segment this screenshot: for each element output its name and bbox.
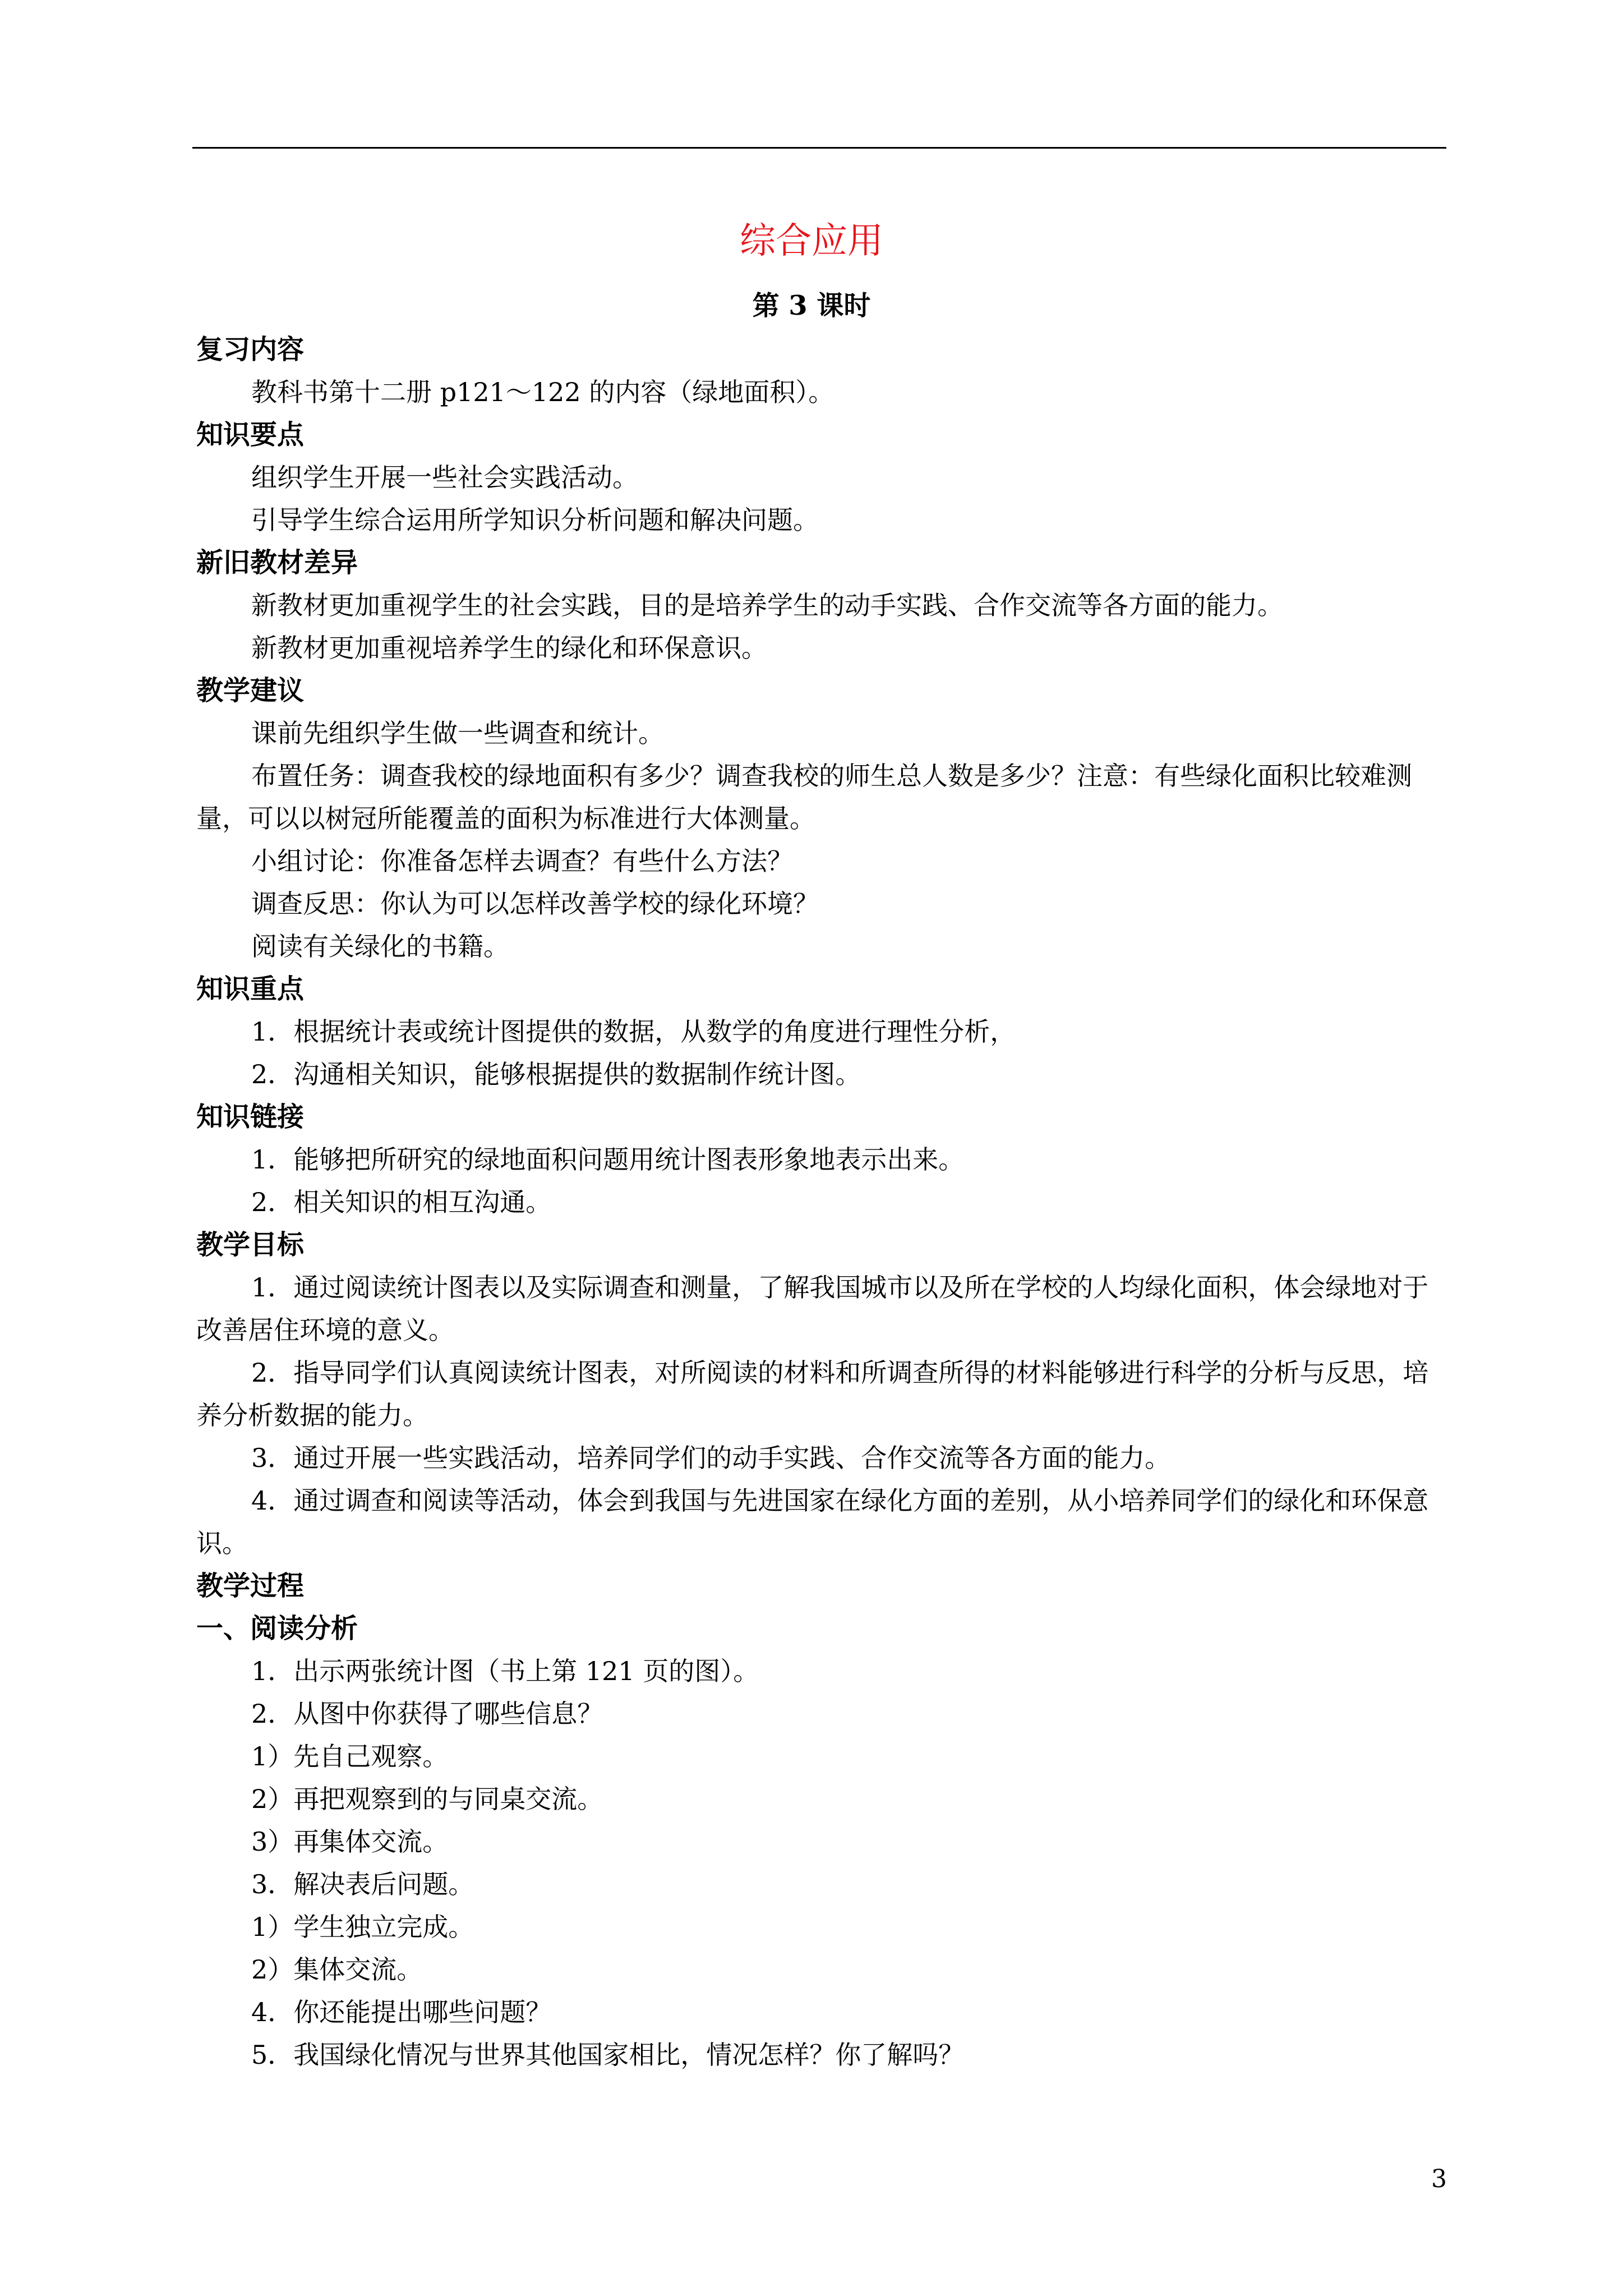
paragraph: 2．相关知识的相互沟通。 xyxy=(251,1187,552,1217)
document-body xyxy=(196,328,1444,2076)
section-heading: 教学建议 xyxy=(196,675,305,706)
paragraph: 3．解决表后问题。 xyxy=(251,1869,474,1899)
paragraph: 阅读有关绿化的书籍。 xyxy=(251,931,509,961)
paragraph: 调查反思：你认为可以怎样改善学校的绿化环境？ xyxy=(251,889,819,919)
lesson-subtitle: 第 3 课时 xyxy=(752,290,871,321)
paragraph: 1．出示两张统计图（书上第 121 页的图）。 xyxy=(251,1656,759,1686)
paragraph: 新教材更加重视学生的社会实践，目的是培养学生的动手实践、合作交流等各方面的能力。 xyxy=(251,590,1283,620)
section-heading: 新旧教材差异 xyxy=(196,547,358,578)
paragraph: 2）集体交流。 xyxy=(251,1954,423,1985)
paragraph: 1）学生独立完成。 xyxy=(251,1912,474,1942)
paragraph: 小组讨论：你准备怎样去调查？有些什么方法？ xyxy=(251,846,793,876)
paragraph: 2．沟通相关知识，能够根据提供的数据制作统计图。 xyxy=(251,1059,861,1089)
section-heading: 复习内容 xyxy=(196,334,305,365)
paragraph: 3）再集体交流。 xyxy=(251,1826,449,1857)
section-heading: 教学过程 xyxy=(196,1570,305,1602)
paragraph: 新教材更加重视培养学生的绿化和环保意识。 xyxy=(251,633,767,663)
section-heading: 知识要点 xyxy=(196,419,305,450)
paragraph: 2．从图中你获得了哪些信息？ xyxy=(251,1699,603,1729)
paragraph: 2）再把观察到的与同桌交流。 xyxy=(251,1784,603,1814)
paragraph: 3．通过开展一些实践活动，培养同学们的动手实践、合作交流等各方面的能力。 xyxy=(251,1443,1171,1473)
paragraph: 布置任务：调查我校的绿地面积有多少？调查我校的师生总人数是多少？注意：有些绿化面积比较难测量，可以以树冠所能覆盖的面积为标准进行大体测量。 xyxy=(196,761,1412,834)
page-number: 3 xyxy=(1431,2165,1447,2193)
paragraph: 1．通过阅读统计图表以及实际调查和测量，了解我国城市以及所在学校的人均绿化面积，体会绿地对于改善居住环境的意义。 xyxy=(196,1272,1429,1345)
paragraph: 引导学生综合运用所学知识分析问题和解决问题。 xyxy=(251,505,819,535)
paragraph: 4．你还能提出哪些问题？ xyxy=(251,1997,552,2027)
paragraph: 1）先自己观察。 xyxy=(251,1741,449,1772)
paragraph: 1．根据统计表或统计图提供的数据，从数学的角度进行理性分析， xyxy=(251,1016,1016,1047)
paragraph: 教科书第十二册 p121～122 的内容（绿地面积）。 xyxy=(251,377,834,407)
paragraph: 课前先组织学生做一些调查和统计。 xyxy=(251,718,664,748)
paragraph: 4．通过调查和阅读等活动，体会到我国与先进国家在绿化方面的差别，从小培养同学们的绿化和环保意识。 xyxy=(196,1485,1429,1558)
section-heading: 知识重点 xyxy=(196,973,305,1005)
section-heading: 一、阅读分析 xyxy=(196,1613,358,1644)
section-heading: 教学目标 xyxy=(196,1229,305,1260)
section-heading: 知识链接 xyxy=(196,1101,305,1133)
page-title: 综合应用 xyxy=(740,220,883,262)
paragraph: 组织学生开展一些社会实践活动。 xyxy=(251,462,638,493)
paragraph: 1．能够把所研究的绿地面积问题用统计图表形象地表示出来。 xyxy=(251,1144,965,1175)
header-rule xyxy=(192,147,1446,149)
paragraph: 2．指导同学们认真阅读统计图表，对所阅读的材料和所调查所得的材料能够进行科学的分析与反思，培养分析数据的能力。 xyxy=(196,1358,1429,1430)
paragraph: 5．我国绿化情况与世界其他国家相比，情况怎样？你了解吗？ xyxy=(251,2040,965,2070)
